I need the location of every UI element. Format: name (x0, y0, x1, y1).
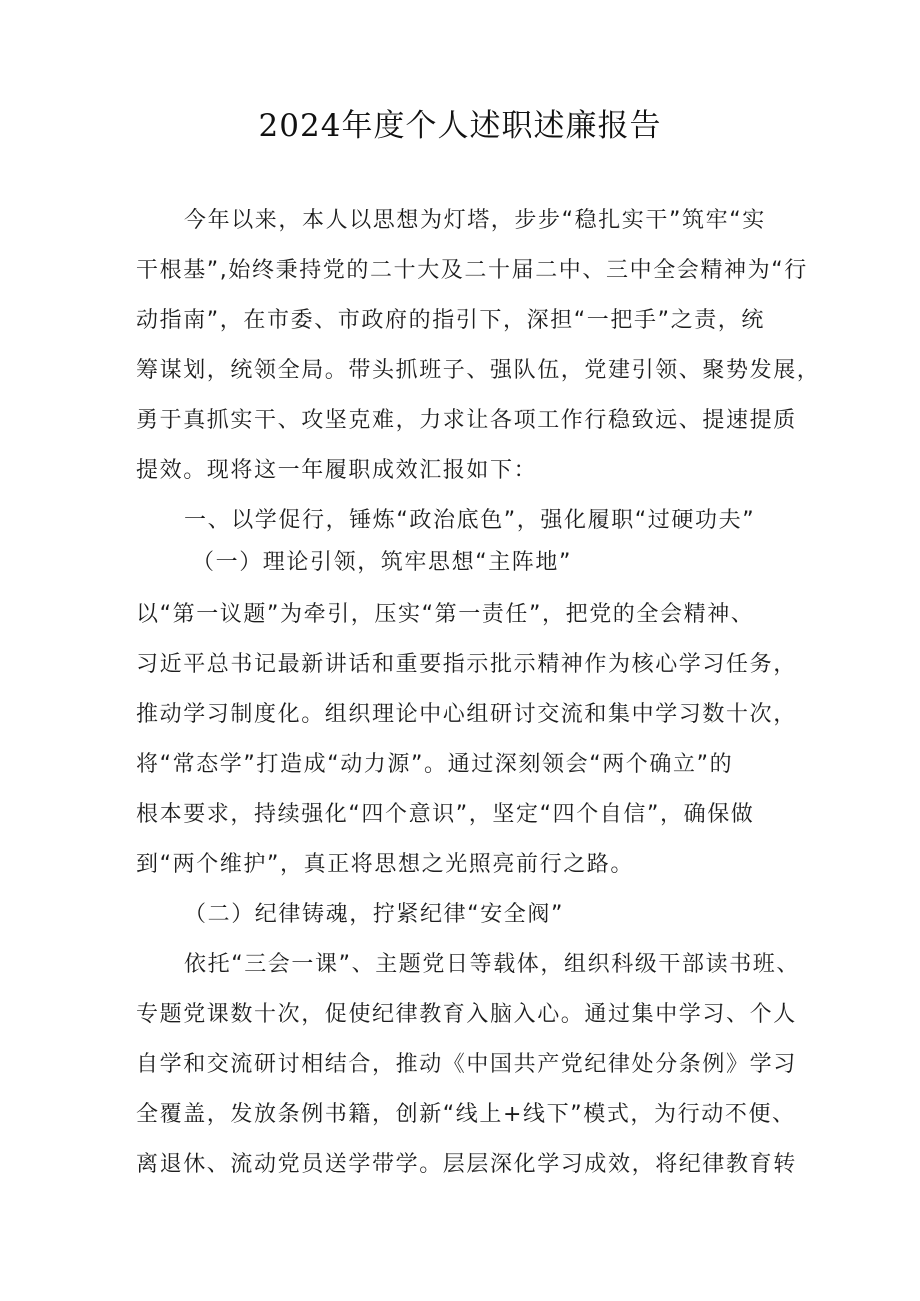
subsection-heading: （一）理论引领，筑牢思想“主阵地” (192, 550, 572, 575)
paragraph-line: 习近平总书记最新讲话和重要指示批示精神作为核心学习任务， (136, 652, 797, 677)
document-title: 2024年度个人述职述廉报告 (258, 108, 662, 144)
paragraph-line: 推动学习制度化。组织理论中心组研讨交流和集中学习数十次， (136, 702, 797, 727)
paragraph-line: 动指南”，在市委、市政府的指引下，深担“一把手”之责，统 (136, 308, 765, 333)
paragraph-line: 以“第一议题”为牵引，压实“第一责任”，把党的全会精神、 (136, 602, 755, 627)
paragraph-line: 自学和交流研讨相结合，推动《中国共产党纪律处分条例》学习 (136, 1052, 797, 1077)
paragraph-line: 全覆盖，发放条例书籍，创新“线上+线下”模式，为行动不便、 (136, 1102, 796, 1127)
paragraph-line: 依托“三会一课”、主题党日等载体，组织科级干部读书班、 (184, 952, 800, 977)
paragraph-line: 勇于真抓实干、攻坚克难，力求让各项工作行稳致远、提速提质 (136, 408, 797, 433)
paragraph-line: 将“常态学”打造成“动力源”。通过深刻领会“两个确立”的 (136, 752, 734, 777)
paragraph-line: 筹谋划，统领全局。带头抓班子、强队伍，党建引领、聚势发展， (136, 358, 821, 383)
paragraph-line: 离退休、流动党员送学带学。层层深化学习成效，将纪律教育转 (136, 1152, 797, 1177)
paragraph-line: 今年以来，本人以思想为灯塔，步步“稳扎实干”筑牢“实 (184, 208, 766, 233)
paragraph-line: 根本要求，持续强化“四个意识”，坚定“四个自信”，确保做 (136, 802, 755, 827)
paragraph-line: 专题党课数十次，促使纪律教育入脑入心。通过集中学习、个人 (136, 1002, 797, 1027)
paragraph-line: 干根基”,始终秉持党的二十大及二十届二中、三中全会精神为“行 (136, 258, 808, 283)
subsection-heading: （二）纪律铸魂，拧紧纪律“安全阀” (184, 902, 564, 927)
section-heading: 一、以学促行，锤炼“政治底色”，强化履职“过硬功夫” (184, 508, 756, 533)
paragraph-line: 到“两个维护”，真正将思想之光照亮前行之路。 (136, 852, 634, 877)
paragraph-line: 提效。现将这一年履职成效汇报如下： (136, 458, 538, 483)
